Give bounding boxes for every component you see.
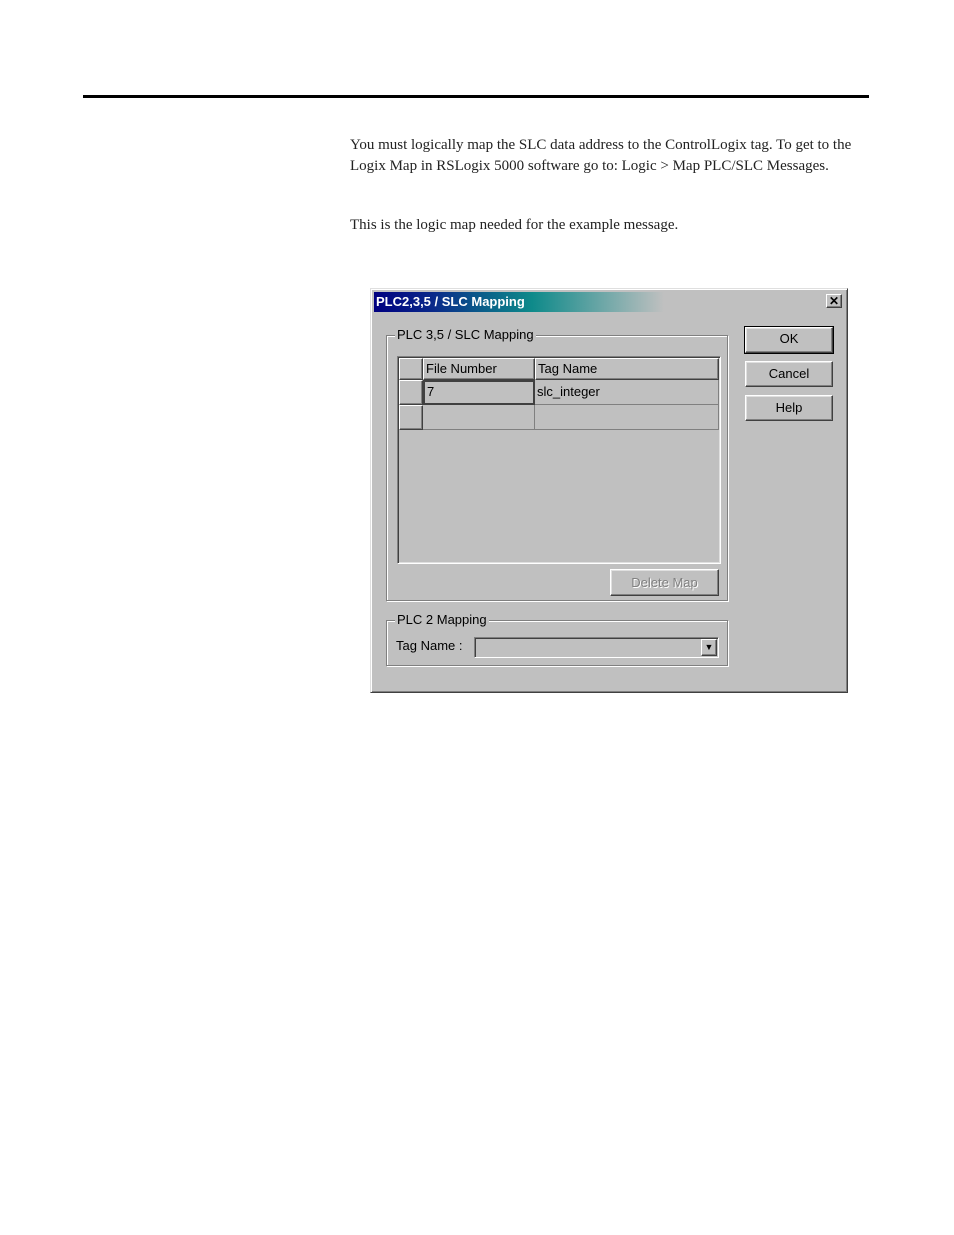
slc-mapping-group [386, 327, 728, 601]
tag-name-label: Tag Name : [396, 638, 463, 653]
mapping-grid [397, 356, 721, 564]
file-number-cell[interactable]: 7 [423, 380, 535, 405]
file-number-cell-new[interactable] [423, 405, 535, 430]
slc-mapping-group-label: PLC 3,5 / SLC Mapping [397, 327, 534, 342]
tag-name-dropdown[interactable] [474, 637, 719, 658]
caption-paragraph: This is the logic map needed for the example message. [350, 217, 679, 233]
tag-name-cell-new[interactable] [535, 405, 719, 430]
help-button[interactable]: Help [745, 395, 833, 421]
column-header-file-number[interactable]: File Number [423, 358, 535, 380]
header-rule [83, 95, 869, 98]
slc-mapping-dialog [370, 288, 848, 693]
row-selector[interactable] [399, 380, 423, 405]
tag-name-cell[interactable]: slc_integer [535, 380, 719, 405]
dialog-title: PLC2,3,5 / SLC Mapping [376, 294, 525, 309]
cancel-button[interactable]: Cancel [745, 361, 833, 387]
dialog-titlebar[interactable] [374, 292, 844, 312]
chevron-down-icon: ▼ [704, 642, 714, 652]
grid-corner-header[interactable] [399, 358, 423, 380]
instruction-paragraph: You must logically map the SLC data address to the ControlLogix tag. To get to the Logix Map in RSLogix 5000 software go to: Logic > Map PLC/SLC Messages. [350, 137, 852, 174]
close-button[interactable] [826, 294, 842, 308]
delete-map-button[interactable]: Delete Map [610, 569, 719, 596]
close-icon: ✕ [828, 294, 840, 308]
ok-button[interactable]: OK [745, 327, 833, 353]
dropdown-arrow-button[interactable] [701, 639, 717, 656]
column-header-tag-name[interactable]: Tag Name [535, 358, 719, 380]
row-selector-new[interactable] [399, 405, 423, 430]
plc2-mapping-group-label: PLC 2 Mapping [397, 612, 487, 627]
